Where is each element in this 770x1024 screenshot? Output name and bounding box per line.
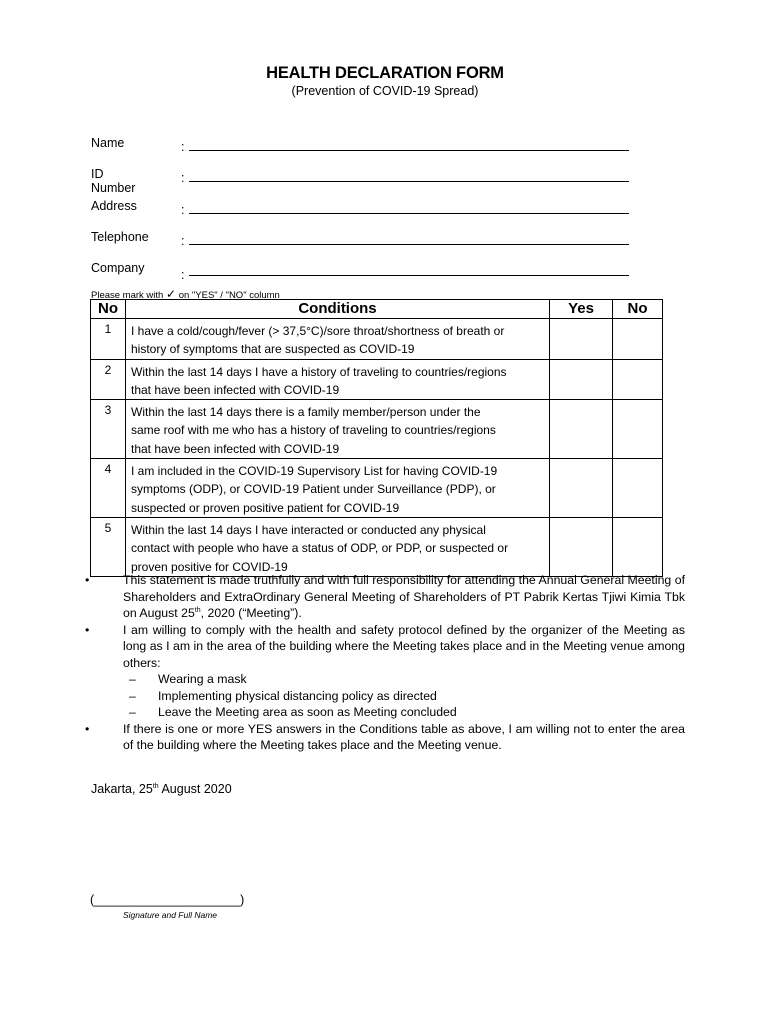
address-input-line[interactable]: [189, 213, 629, 214]
condition-line: I have a cold/cough/fever (> 37,5°C)/sore throat/shortness of breath or: [131, 324, 505, 338]
statement-text: If there is one or more YES answers in the Conditions table as above, I am willing not to enter the area of the building where the Meeting takes place and the Meeting venue.: [123, 721, 685, 752]
company-colon: :: [181, 268, 185, 282]
condition-line: suspected or proven positive patient for COVID-19: [131, 500, 400, 515]
row-number: 3: [91, 400, 126, 459]
condition-line: contact with people who have a status of ODP, or PDP, or suspected or: [131, 541, 509, 556]
yes-checkbox-cell[interactable]: [550, 319, 613, 360]
condition-line: Within the last 14 days I have a history of traveling to countries/regions: [131, 364, 507, 379]
checkmark-icon: ✓: [165, 287, 177, 301]
condition-line: history of symptoms that are suspected as COVID-19: [131, 342, 415, 357]
dash-icon: –: [129, 705, 136, 719]
name-colon: :: [181, 140, 185, 154]
id-number-label: ID Number: [91, 167, 136, 195]
condition-text: [126, 517, 550, 576]
mark-instruction-suffix: on "YES" / "NO" column: [178, 290, 280, 301]
statement-text: I am willing to comply with the health and safety protocol defined by the organizer of the Meeting as long as I am in the area of the building where the Meeting takes place and in the Meeting venue among others:: [123, 622, 685, 670]
condition-line: Within the last 14 days there is a family member/person under the: [131, 405, 481, 420]
table-row: [91, 517, 663, 576]
row-number: 1: [91, 319, 126, 360]
bullet-icon: •: [85, 622, 90, 637]
header-no: No: [91, 300, 126, 319]
telephone-colon: :: [181, 234, 185, 248]
bullet-icon: •: [85, 721, 90, 736]
table-row: [91, 459, 663, 518]
address-colon: :: [181, 203, 185, 217]
statement-item: [85, 622, 685, 672]
statement-text: This statement is made truthfully and with full responsibility for attending the Annual General Meeting of Shareholders and ExtraOrdinary General Meeting of Shareholders of PT Pabrik Kertas Tjiwi Kimia Tbk on August 25: [123, 573, 685, 620]
yes-checkbox-cell[interactable]: [550, 400, 613, 459]
condition-line: I am included in the COVID-19 Supervisory List for having COVID-19: [131, 464, 498, 479]
condition-text: [126, 359, 550, 400]
row-number: 2: [91, 359, 126, 400]
no-checkbox-cell[interactable]: [613, 319, 663, 360]
place-date-prefix: Jakarta, 25: [91, 782, 153, 796]
telephone-input-line[interactable]: [189, 244, 629, 245]
no-checkbox-cell[interactable]: [613, 517, 663, 576]
id-number-colon: :: [181, 171, 185, 185]
conditions-table: [90, 299, 663, 577]
statement-item: [85, 721, 685, 754]
protocol-item: [85, 671, 685, 688]
yes-checkbox-cell[interactable]: [550, 517, 613, 576]
no-checkbox-cell[interactable]: [613, 400, 663, 459]
signature-caption: Signature and Full Name: [123, 910, 218, 920]
statement-item: [85, 572, 685, 622]
statements-list: [85, 572, 685, 754]
address-label: Address: [91, 199, 137, 213]
place-date-suffix: August 2020: [158, 782, 232, 796]
no-checkbox-cell[interactable]: [613, 459, 663, 518]
name-label: Name: [91, 136, 125, 150]
condition-line: Within the last 14 days I have interacted or conducted any physical: [131, 522, 486, 537]
dash-icon: –: [129, 672, 136, 686]
form-subtitle: (Prevention of COVID-19 Spread): [291, 84, 479, 98]
dash-icon: –: [129, 688, 136, 703]
protocol-text: Leave the Meeting area as soon as Meeting concluded: [158, 705, 457, 719]
table-row: [91, 359, 663, 400]
protocol-item: [85, 688, 685, 705]
signature-line[interactable]: (_____________________): [90, 893, 245, 907]
condition-text: [126, 319, 550, 360]
condition-line: proven positive for COVID-19: [131, 559, 288, 574]
company-input-line[interactable]: [189, 275, 629, 276]
row-number: 4: [91, 459, 126, 518]
no-checkbox-cell[interactable]: [613, 359, 663, 400]
id-number-input-line[interactable]: [189, 181, 629, 182]
mark-instruction-prefix: Please mark with: [91, 290, 164, 301]
protocol-item: [85, 704, 685, 721]
condition-line: same roof with me who has a history of traveling to countries/regions: [131, 423, 496, 438]
form-title: HEALTH DECLARATION FORM: [266, 64, 504, 82]
place-date: [91, 782, 232, 796]
protocol-text: Implementing physical distancing policy as directed: [158, 688, 437, 703]
ordinal-suffix: th: [194, 606, 201, 614]
condition-line: symptoms (ODP), or COVID-19 Patient under Surveillance (PDP), or: [131, 482, 496, 497]
condition-line: that have been infected with COVID-19: [131, 382, 340, 397]
ordinal-suffix: th: [152, 782, 159, 790]
protocol-text: Wearing a mask: [158, 672, 247, 686]
row-number: 5: [91, 517, 126, 576]
telephone-label: Telephone: [91, 230, 149, 244]
condition-text: [126, 400, 550, 459]
company-label: Company: [91, 261, 145, 275]
yes-checkbox-cell[interactable]: [550, 459, 613, 518]
table-row: [91, 319, 663, 360]
header-conditions: Conditions: [126, 300, 550, 319]
name-input-line[interactable]: [189, 150, 629, 151]
header-yes: Yes: [550, 300, 613, 319]
header-no-answer: No: [613, 300, 663, 319]
condition-text: [126, 459, 550, 518]
yes-checkbox-cell[interactable]: [550, 359, 613, 400]
table-row: [91, 400, 663, 459]
bullet-icon: •: [85, 573, 90, 587]
conditions-header-row: [91, 300, 663, 319]
statement-text: , 2020 (“Meeting”).: [200, 606, 302, 620]
condition-line: that have been infected with COVID-19: [131, 441, 340, 456]
